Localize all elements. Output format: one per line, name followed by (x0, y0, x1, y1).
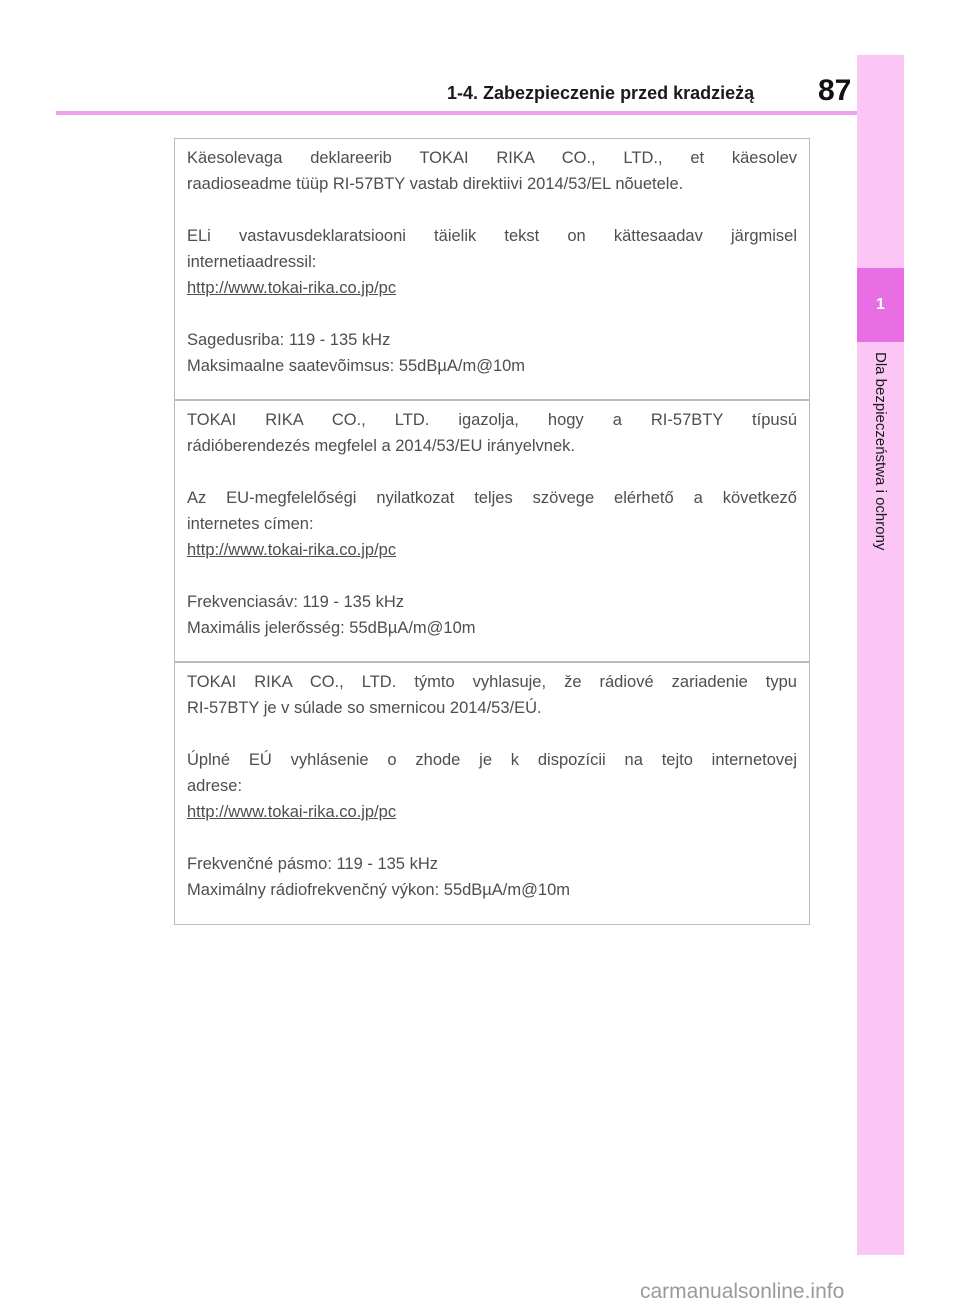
declaration-line-1: TOKAI RIKA CO., LTD. igazolja, hogy a RI-57BTY típusú (187, 411, 797, 429)
max-power: Maximálny rádiofrekvenčný výkon: 55dBµA/m@10m (187, 881, 570, 899)
full-text-line-2: adrese: (187, 777, 243, 795)
max-power: Maksimaalne saatevõimsus: 55dBµA/m@10m (187, 357, 526, 375)
declaration-box-estonian (174, 138, 810, 400)
max-power: Maximális jelerősség: 55dBµA/m@10m (187, 619, 476, 637)
full-text-line-1: ELi vastavusdeklaratsiooni täielik tekst on kättesaadav järgmisel (187, 227, 797, 245)
declaration-line-2: rádióberendezés megfelel a 2014/53/EU irányelvnek. (187, 437, 575, 455)
chapter-label: Dla bezpieczeństwa i ochrony (872, 352, 889, 551)
declaration-line-1: Käesolevaga deklareerib TOKAI RIKA CO., LTD., et käesolev (187, 149, 797, 167)
declaration-url-link[interactable]: http://www.tokai-rika.co.jp/pc (187, 803, 397, 821)
declaration-url-link[interactable]: http://www.tokai-rika.co.jp/pc (187, 279, 397, 297)
chapter-number: 1 (876, 296, 885, 313)
frequency-band: Frekvenciasáv: 119 - 135 kHz (187, 593, 405, 611)
watermark: carmanualsonline.info (640, 1280, 845, 1303)
declaration-box-slovak (174, 662, 810, 925)
declaration-url-link[interactable]: http://www.tokai-rika.co.jp/pc (187, 541, 397, 559)
declaration-box-hungarian (174, 400, 810, 662)
side-tab (857, 55, 904, 1255)
header-title: 1-4. Zabezpieczenie przed kradzieżą (447, 83, 755, 103)
declaration-line-2: RI-57BTY je v súlade so smernicou 2014/53/EÚ. (187, 699, 542, 717)
header-rule (56, 111, 857, 115)
declaration-line-1: TOKAI RIKA CO., LTD. týmto vyhlasuje, že rádiové zariadenie typu (187, 673, 797, 691)
frequency-band: Frekvenčné pásmo: 119 - 135 kHz (187, 855, 438, 873)
full-text-line-1: Úplné EÚ vyhlásenie o zhode je k dispozícii na tejto internetovej (187, 751, 797, 769)
full-text-line-2: internetes címen: (187, 515, 314, 533)
full-text-line-1: Az EU-megfelelőségi nyilatkozat teljes szövege elérhető a következő (187, 489, 797, 507)
chapter-marker[interactable] (857, 268, 904, 342)
side-label-wrap (857, 352, 904, 602)
declaration-line-2: raadioseadme tüüp RI-57BTY vastab direktiivi 2014/53/EL nõuetele. (187, 175, 684, 193)
frequency-band: Sagedusriba: 119 - 135 kHz (187, 331, 391, 349)
full-text-line-2: internetiaadressil: (187, 253, 317, 271)
page-number: 87 (818, 74, 852, 107)
